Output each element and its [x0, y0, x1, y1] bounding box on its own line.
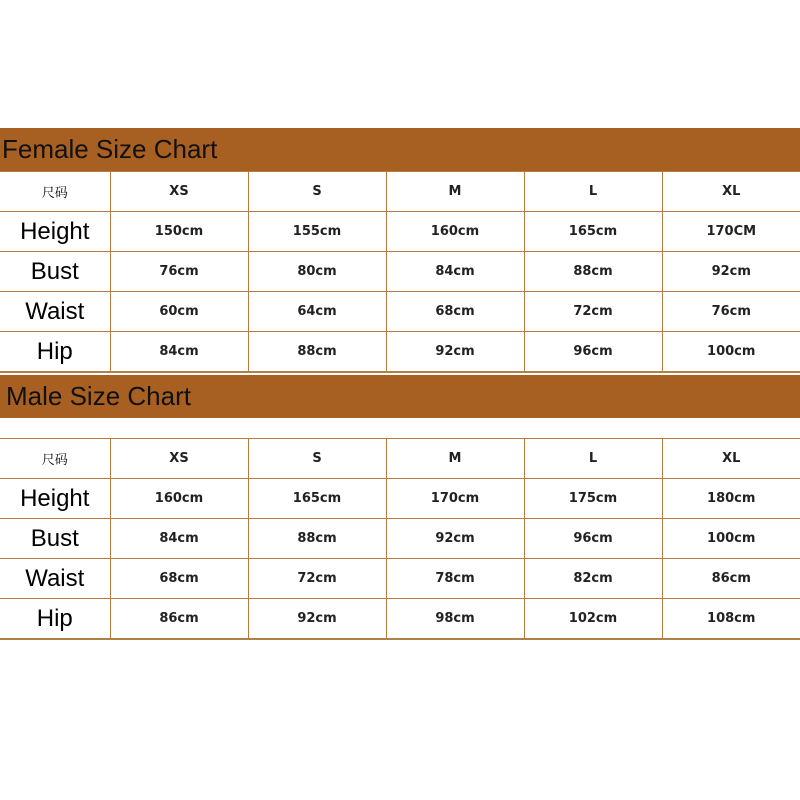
cell: 98cm	[386, 599, 524, 640]
header-size-xl: XL	[662, 172, 800, 212]
cell: 84cm	[110, 332, 248, 373]
cell: 72cm	[524, 292, 662, 332]
cell: 64cm	[248, 292, 386, 332]
cell: 170cm	[386, 479, 524, 519]
female-row-waist	[0, 292, 800, 332]
cell: 68cm	[386, 292, 524, 332]
cell: 82cm	[524, 559, 662, 599]
row-label: Bust	[0, 252, 110, 292]
male-header-row	[0, 439, 800, 479]
row-label: Height	[0, 479, 110, 519]
cell: 180cm	[662, 479, 800, 519]
cell: 150cm	[110, 212, 248, 252]
female-title-text: Female Size Chart	[2, 134, 218, 164]
male-title-text: Male Size Chart	[6, 381, 191, 411]
cell: 60cm	[110, 292, 248, 332]
header-size-s: S	[248, 172, 386, 212]
cell: 78cm	[386, 559, 524, 599]
cell: 92cm	[662, 252, 800, 292]
cell: 88cm	[248, 332, 386, 373]
cell: 84cm	[386, 252, 524, 292]
cell: 88cm	[524, 252, 662, 292]
header-size-m: M	[386, 172, 524, 212]
male-row-bust	[0, 519, 800, 559]
cell: 80cm	[248, 252, 386, 292]
cell: 86cm	[662, 559, 800, 599]
row-label: Hip	[0, 599, 110, 640]
header-size-xl: XL	[662, 439, 800, 479]
cell: 92cm	[386, 519, 524, 559]
cell: 100cm	[662, 332, 800, 373]
male-row-waist	[0, 559, 800, 599]
header-size-label: 尺码	[0, 172, 110, 212]
cell: 160cm	[110, 479, 248, 519]
cell: 86cm	[110, 599, 248, 640]
cell: 160cm	[386, 212, 524, 252]
cell: 175cm	[524, 479, 662, 519]
cell: 100cm	[662, 519, 800, 559]
row-label: Hip	[0, 332, 110, 373]
header-size-xs: XS	[110, 172, 248, 212]
female-row-bust	[0, 252, 800, 292]
female-row-height	[0, 212, 800, 252]
row-label: Height	[0, 212, 110, 252]
female-row-hip	[0, 332, 800, 373]
row-label: Waist	[0, 559, 110, 599]
cell: 68cm	[110, 559, 248, 599]
cell: 96cm	[524, 332, 662, 373]
cell: 84cm	[110, 519, 248, 559]
cell: 165cm	[248, 479, 386, 519]
cell: 72cm	[248, 559, 386, 599]
cell: 76cm	[110, 252, 248, 292]
header-size-l: L	[524, 439, 662, 479]
cell: 102cm	[524, 599, 662, 640]
cell: 108cm	[662, 599, 800, 640]
cell: 76cm	[662, 292, 800, 332]
header-size-label: 尺码	[0, 439, 110, 479]
header-size-l: L	[524, 172, 662, 212]
header-size-m: M	[386, 439, 524, 479]
cell: 155cm	[248, 212, 386, 252]
cell: 92cm	[386, 332, 524, 373]
cell: 165cm	[524, 212, 662, 252]
male-row-height	[0, 479, 800, 519]
row-label: Bust	[0, 519, 110, 559]
male-size-chart-title	[0, 375, 800, 418]
cell: 88cm	[248, 519, 386, 559]
cell: 92cm	[248, 599, 386, 640]
header-size-xs: XS	[110, 439, 248, 479]
female-size-table	[0, 171, 800, 373]
cell: 170CM	[662, 212, 800, 252]
row-label: Waist	[0, 292, 110, 332]
male-size-table	[0, 438, 800, 640]
male-row-hip	[0, 599, 800, 640]
header-size-s: S	[248, 439, 386, 479]
cell: 96cm	[524, 519, 662, 559]
female-size-chart-title	[0, 128, 800, 171]
female-header-row	[0, 172, 800, 212]
